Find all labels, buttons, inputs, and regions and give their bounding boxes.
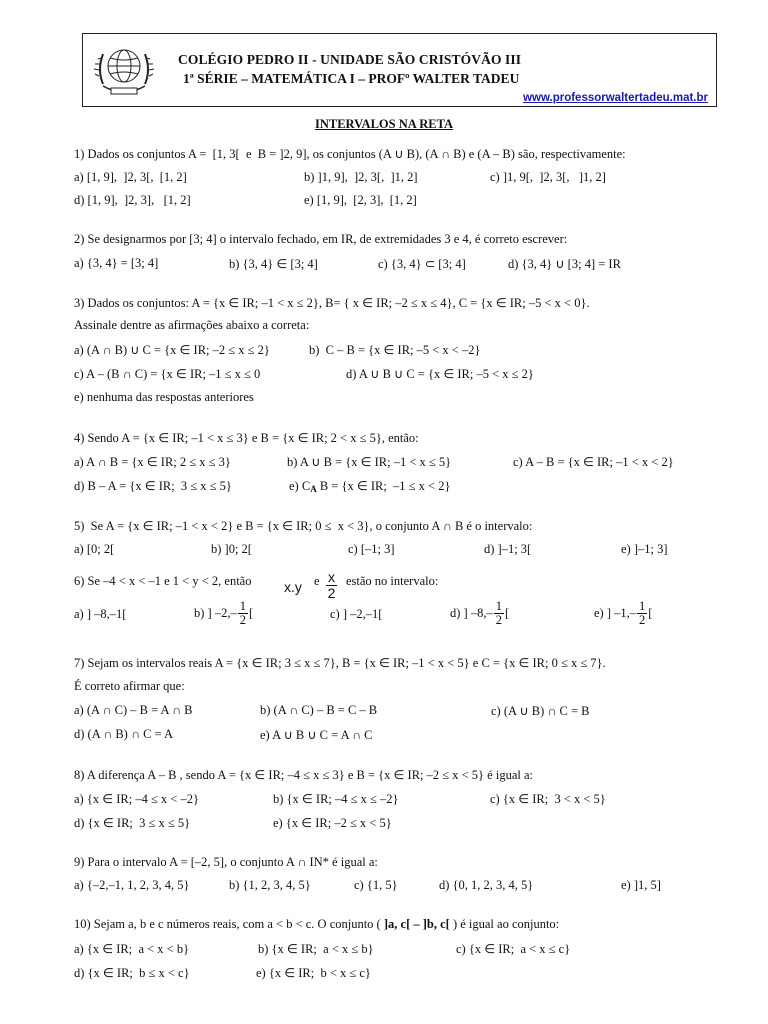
q6-option-a: a) ] –8,–1[	[74, 607, 127, 621]
q2-option-d: d) {3, 4} ∪ [3; 4] = IR	[508, 257, 621, 271]
q7-option-c: c) (A ∪ B) ∩ C = B	[491, 704, 590, 718]
q1-option-b: b) ]1, 9], ]2, 3[, ]1, 2]	[304, 170, 418, 184]
page-title: INTERVALOS NA RETA	[314, 117, 454, 131]
q8-option-a: a) {x ∈ IR; –4 ≤ x < –2}	[74, 792, 199, 806]
q2-option-a: a) {3, 4} = [3; 4]	[74, 256, 159, 270]
q6-stem-mid: e	[314, 574, 320, 588]
q5-option-e: e) ]–1; 3]	[621, 542, 668, 556]
q3-option-d: d) A ∪ B ∪ C = {x ∈ IR; –5 < x ≤ 2}	[346, 367, 534, 381]
q8-option-b: b) {x ∈ IR; –4 ≤ x ≤ –2}	[273, 792, 399, 806]
q4-option-d: d) B – A = {x ∈ IR; 3 ≤ x ≤ 5}	[74, 479, 232, 493]
q9-option-a: a) {–2,–1, 1, 2, 3, 4, 5}	[74, 878, 190, 892]
q6-option-d: d) ] –8,– $\frac{1}{2}$ [	[450, 599, 510, 627]
q1-option-c: c) ]1, 9[, ]2, 3[, ]1, 2]	[490, 170, 606, 184]
q10-option-d: d) {x ∈ IR; b ≤ x < c}	[74, 966, 190, 980]
q8-option-d: d) {x ∈ IR; 3 ≤ x ≤ 5}	[74, 816, 191, 830]
q7-option-e: e) A ∪ B ∪ C = A ∩ C	[260, 728, 373, 742]
q7-option-d: d) (A ∩ B) ∩ C = A	[74, 727, 174, 741]
q1-option-d: d) [1, 9], ]2, 3], [1, 2]	[74, 193, 191, 207]
course-line: 1ª SÉRIE – MATEMÁTICA I – PROFº WALTER TADEU	[183, 71, 520, 86]
q10-option-e: e) {x ∈ IR; b < x ≤ c}	[256, 966, 371, 980]
q5-option-c: c) [–1; 3]	[348, 542, 395, 556]
question-1-stem: 1) Dados os conjuntos A = [1, 3[ e B = ]2, 9], os conjuntos (A ∪ B), (A ∩ B) e (A – B) são, respectivamente:	[74, 147, 626, 161]
q7-option-b: b) (A ∩ C) – B = C – B	[260, 703, 378, 717]
q3-option-a: a) (A ∩ B) ∪ C = {x ∈ IR; –2 ≤ x ≤ 2}	[74, 343, 270, 357]
q4-option-b: b) A ∪ B = {x ∈ IR; –1 < x ≤ 5}	[287, 455, 452, 469]
q4-option-a: a) A ∩ B = {x ∈ IR; 2 ≤ x ≤ 3}	[74, 455, 231, 469]
question-10-stem: 10) Sejam a, b e c números reais, com a < b < c. O conjunto ( ]a, c[ – ]b, c[ ) é igual ao conjunto:	[74, 917, 560, 931]
q6-stem-post: estão no intervalo:	[346, 574, 439, 588]
school-emblem-icon	[89, 36, 159, 104]
q3-option-b: b) C – B = {x ∈ IR; –5 < x < –2}	[309, 343, 481, 357]
question-5-stem: 5) Se A = {x ∈ IR; –1 < x < 2} e B = {x ∈ IR; 0 ≤ x < 3}, o conjunto A ∩ B é o intervalo:	[74, 519, 533, 533]
q5-option-a: a) [0; 2[	[74, 542, 115, 556]
q4-option-e: e) $C_A$ B = {x ∈ IR; –1 ≤ x < 2}	[289, 479, 451, 494]
q4-option-c: c) A – B = {x ∈ IR; –1 < x < 2}	[513, 455, 674, 469]
question-3-stem: 3) Dados os conjuntos: A = {x ∈ IR; –1 < x ≤ 2}, B= { x ∈ IR; –2 ≤ x ≤ 4}, C = {x ∈ IR; –5 < x < 0}.	[74, 296, 590, 310]
q4-subscript: A	[310, 484, 317, 494]
q1-option-a: a) [1, 9], ]2, 3[, [1, 2]	[74, 170, 187, 184]
question-7-stem-2: É correto afirmar que:	[74, 679, 185, 693]
q7-option-a: a) (A ∩ C) – B = A ∩ B	[74, 703, 193, 717]
q8-option-c: c) {x ∈ IR; 3 < x < 5}	[490, 792, 606, 806]
website-link[interactable]: www.professorwaltertadeu.mat.br	[523, 92, 708, 104]
question-3-stem-2: Assinale dentre as afirmações abaixo a correta:	[74, 318, 310, 332]
q3-option-c: c) A – (B ∩ C) = {x ∈ IR; –1 ≤ x ≤ 0	[74, 367, 261, 381]
q2-option-b: b) {3, 4} ∈ [3; 4]	[229, 257, 318, 271]
q10-option-c: c) {x ∈ IR; a < x ≤ c}	[456, 942, 571, 956]
q9-option-c: c) {1, 5}	[354, 878, 398, 892]
q9-option-b: b) {1, 2, 3, 4, 5}	[229, 878, 311, 892]
header-box	[82, 33, 717, 107]
q10-bold-expression: ]a, c[ – ]b, c[	[380, 917, 453, 931]
question-2-stem: 2) Se designarmos por [3; 4] o intervalo fechado, em IR, de extremidades 3 e 4, é correto escrever:	[74, 232, 568, 246]
q6-option-c: c) ] –2,–1[	[330, 607, 383, 621]
q10-option-b: b) {x ∈ IR; a < x ≤ b}	[258, 942, 374, 956]
question-7-stem: 7) Sejam os intervalos reais A = {x ∈ IR; 3 ≤ x ≤ 7}, B = {x ∈ IR; –1 < x < 5} e C = {x ∈ IR; 0 ≤ x ≤ 7}.	[74, 656, 606, 670]
question-9-stem: 9) Para o intervalo A = [–2, 5], o conjunto A ∩ IN* é igual a:	[74, 855, 378, 869]
q10-option-a: a) {x ∈ IR; a < x < b}	[74, 942, 190, 956]
q3-option-e: e) nenhuma das respostas anteriores	[74, 390, 254, 404]
q1-option-e: e) [1, 9], [2, 3], [1, 2]	[304, 193, 417, 207]
q8-option-e: e) {x ∈ IR; –2 ≤ x < 5}	[273, 816, 392, 830]
q6-option-e: e) ] –1,– $\frac{1}{2}$ [	[594, 599, 653, 627]
q5-option-b: b) ]0; 2[	[211, 542, 252, 556]
question-6-stem: 6) Se –4 < x < –1 e 1 < y < 2, então	[74, 574, 252, 588]
q6-fraction-x-over-2: $\frac{x}{2}$	[327, 569, 336, 601]
q9-option-d: d) {0, 1, 2, 3, 4, 5}	[439, 878, 534, 892]
question-4-stem: 4) Sendo A = {x ∈ IR; –1 < x ≤ 3} e B = {x ∈ IR; 2 < x ≤ 5}, então:	[74, 431, 419, 445]
school-name: COLÉGIO PEDRO II - UNIDADE SÃO CRISTÓVÃO III	[178, 52, 522, 67]
q6-expr-xy: x.y	[284, 579, 302, 595]
q2-option-c: c) {3, 4} ⊂ [3; 4]	[378, 257, 466, 271]
q9-option-e: e) ]1, 5]	[621, 878, 661, 892]
q5-option-d: d) ]–1; 3[	[484, 542, 532, 556]
q6-option-b: b) ] –2,– $\frac{1}{2}$ [	[194, 599, 254, 627]
question-8-stem: 8) A diferença A – B , sendo A = {x ∈ IR; –4 ≤ x ≤ 3} e B = {x ∈ IR; –2 ≤ x < 5} é igual a:	[74, 768, 533, 782]
